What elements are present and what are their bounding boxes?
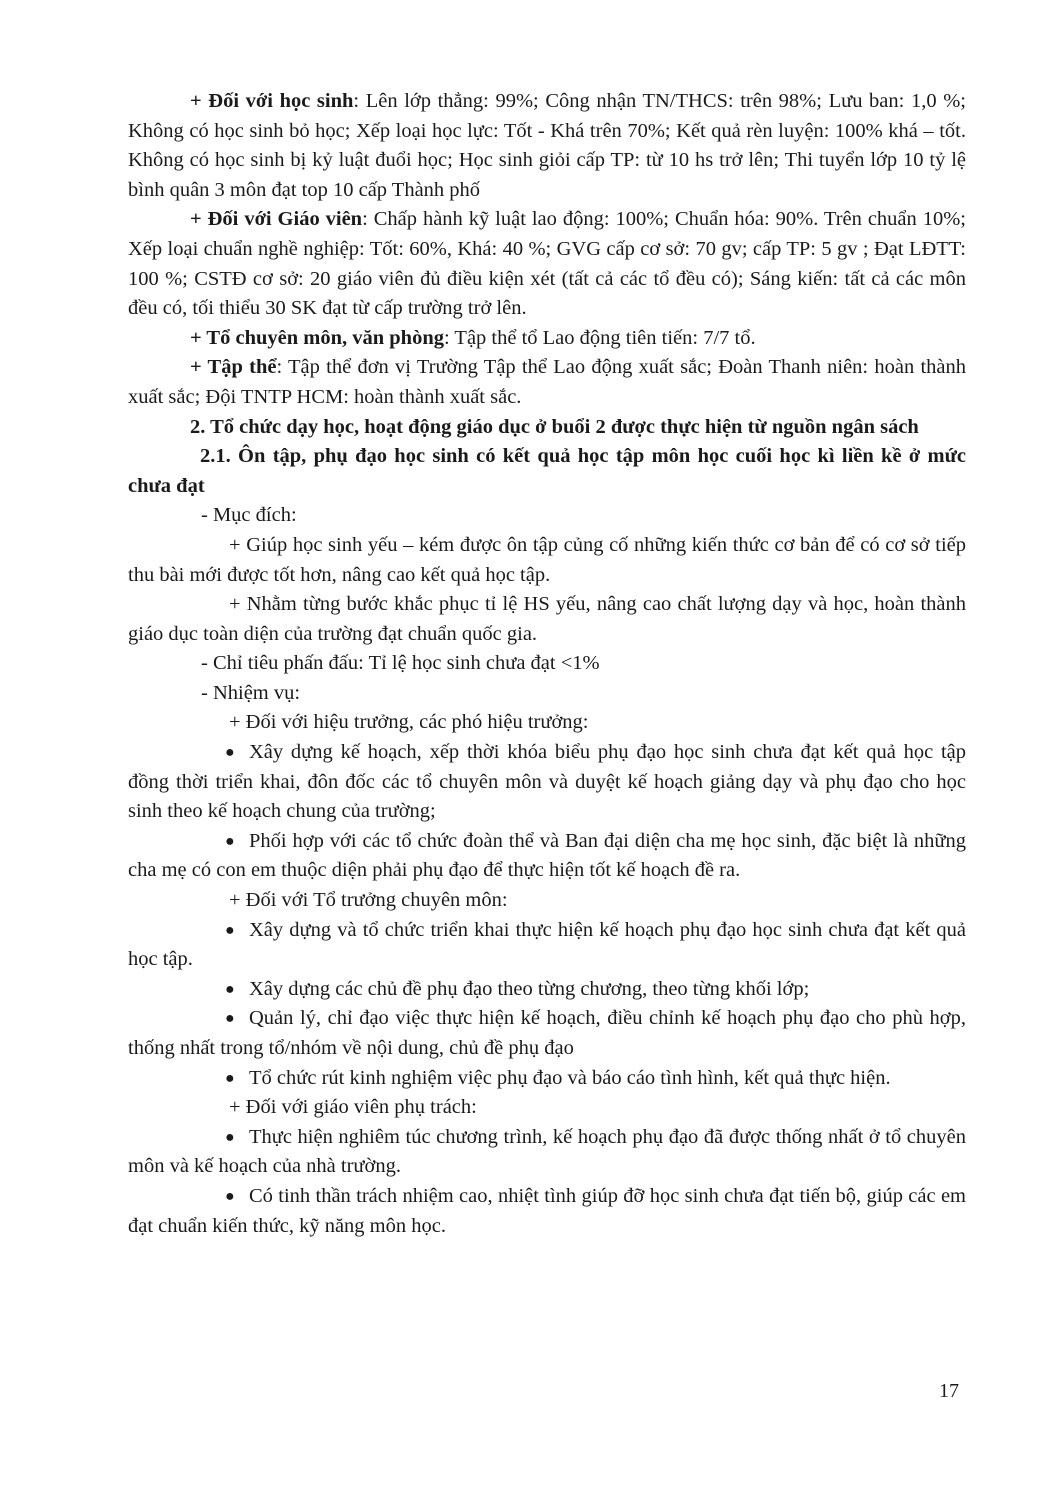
target-text: - Chỉ tiêu phấn đấu: Tỉ lệ học sinh chưa đạt <1% xyxy=(201,652,600,675)
bullet-text: Tổ chức rút kinh nghiệm việc phụ đạo và báo cáo tình hình, kết quả thực hiện. xyxy=(249,1066,891,1089)
bullet-text: Phối hợp với các tổ chức đoàn thể và Ban đại diện cha mẹ học sinh, đặc biệt là những cha mẹ có con em thuộc diện phải phụ đạo để thực hiện tốt kế hoạch đề ra. xyxy=(128,829,966,882)
departments-label: + Tổ chuyên môn, văn phòng xyxy=(190,326,444,349)
page-number: 17 xyxy=(939,1380,959,1402)
bullet-item xyxy=(128,975,966,1005)
bullet-icon: ● xyxy=(225,1187,235,1205)
bullet-icon: ● xyxy=(225,1010,235,1028)
purpose-item: + Giúp học sinh yếu – kém được ôn tập củng cố những kiến thức cơ bản để có cơ sở tiếp thu bài mới được tốt hơn, nâng cao kết quả học tập. xyxy=(128,533,966,586)
collective-label: + Tập thể xyxy=(190,356,277,379)
collective-text: : Tập thể đơn vị Trường Tập thể Lao động xuất sắc; Đoàn Thanh niên: hoàn thành xuất sắc; Đội TNTP HCM: hoàn thành xuất sắc. xyxy=(128,356,967,408)
bullet-item xyxy=(128,738,966,827)
students-paragraph xyxy=(128,87,966,205)
bullet-text: Quản lý, chỉ đạo việc thực hiện kế hoạch, điều chỉnh kế hoạch phụ đạo cho phù hợp, thống nhất trong tổ/nhóm về nội dung, chủ đề phụ đạo xyxy=(128,1007,966,1059)
section-2-1-heading: 2.1. Ôn tập, phụ đạo học sinh có kết quả học tập môn học cuối học kì liền kề ở mức chưa đạt xyxy=(128,445,966,497)
dept-head-label: + Đối với Tổ trưởng chuyên môn: xyxy=(229,889,508,912)
purpose-label: - Mục đích: xyxy=(201,504,297,527)
bullet-icon: ● xyxy=(225,1069,235,1087)
teacher-label: + Đối với giáo viên phụ trách: xyxy=(229,1096,477,1119)
bullet-icon: ● xyxy=(225,980,235,998)
principal-label: + Đối với hiệu trưởng, các phó hiệu trưởng: xyxy=(229,711,589,734)
tasks-label: - Nhiệm vụ: xyxy=(201,681,301,704)
bullet-item xyxy=(128,1182,966,1241)
bullet-item xyxy=(128,1123,966,1182)
section-2-heading: 2. Tổ chức dạy học, hoạt động giáo dục ở buổi 2 được thực hiện từ nguồn ngân sách xyxy=(190,415,919,438)
bullet-icon: ● xyxy=(225,744,235,762)
bullet-text: Thực hiện nghiêm túc chương trình, kế hoạch phụ đạo đã được thống nhất ở tổ chuyên môn và kế hoạch của nhà trường. xyxy=(128,1125,966,1178)
teachers-paragraph xyxy=(128,205,966,323)
bullet-text: Xây dựng và tổ chức triển khai thực hiện kế hoạch phụ đạo học sinh chưa đạt kết quả học tập. xyxy=(128,918,966,971)
departments-paragraph xyxy=(128,324,966,354)
departments-text: : Tập thể tổ Lao động tiên tiến: 7/7 tổ. xyxy=(443,326,756,349)
purpose-item: + Nhằm từng bước khắc phục tỉ lệ HS yếu, nâng cao chất lượng dạy và học, hoàn thành giáo dục toàn diện của trường đạt chuẩn quốc gia. xyxy=(128,593,966,645)
collective-paragraph xyxy=(128,353,966,412)
bullet-item xyxy=(128,916,966,975)
document-body xyxy=(128,87,966,1241)
teachers-label: + Đối với Giáo viên xyxy=(190,208,363,231)
bullet-icon: ● xyxy=(225,1128,235,1146)
bullet-text: Xây dựng kế hoạch, xếp thời khóa biểu phụ đạo học sinh chưa đạt kết quả học tập đồng thời triển khai, đôn đốc các tổ chuyên môn và duyệt kế hoạch giảng dạy và phụ đạo cho học sinh theo kế hoạch chung của trường; xyxy=(128,741,966,823)
bullet-item xyxy=(128,1004,966,1063)
teachers-text: : Chấp hành kỹ luật lao động: 100%; Chuẩn hóa: 90%. Trên chuẩn 10%; Xếp loại chuẩn nghề nghiệp: Tốt: 60%, Khá: 40 %; GVG cấp cơ sở: 70 gv; cấp TP: 5 gv ; Đạt LĐTT: 100 %; CSTĐ cơ sở: 20 giáo viên đủ điều kiện xét (tất cả các tổ đều có); Sáng kiến: tất cả các môn đều có, tối thiểu 30 SK đạt từ cấp trường trở lên. xyxy=(128,208,966,320)
bullet-item xyxy=(128,827,966,886)
bullet-text: Có tinh thần trách nhiệm cao, nhiệt tình giúp đỡ học sinh chưa đạt tiến bộ, giúp các em đạt chuẩn kiến thức, kỹ năng môn học. xyxy=(128,1184,966,1237)
students-text: : Lên lớp thẳng: 99%; Công nhận TN/THCS: trên 98%; Lưu ban: 1,0 %; Không có học sinh bỏ học; Xếp loại học lực: Tốt - Khá trên 70%; Kết quả rèn luyện: 100% khá – tốt. Không có học sinh bị kỷ luật đuổi học; Học sinh giỏi cấp TP: từ 10 hs trở lên; Thi tuyển lớp 10 tỷ lệ bình quân 3 môn đạt top 10 cấp Thành phố xyxy=(128,90,966,201)
bullet-icon: ● xyxy=(225,921,235,939)
bullet-icon: ● xyxy=(225,832,235,850)
bullet-text: Xây dựng các chủ đề phụ đạo theo từng chương, theo từng khối lớp; xyxy=(249,977,810,1000)
students-label: + Đối với học sinh xyxy=(190,90,354,112)
bullet-item xyxy=(128,1064,966,1094)
